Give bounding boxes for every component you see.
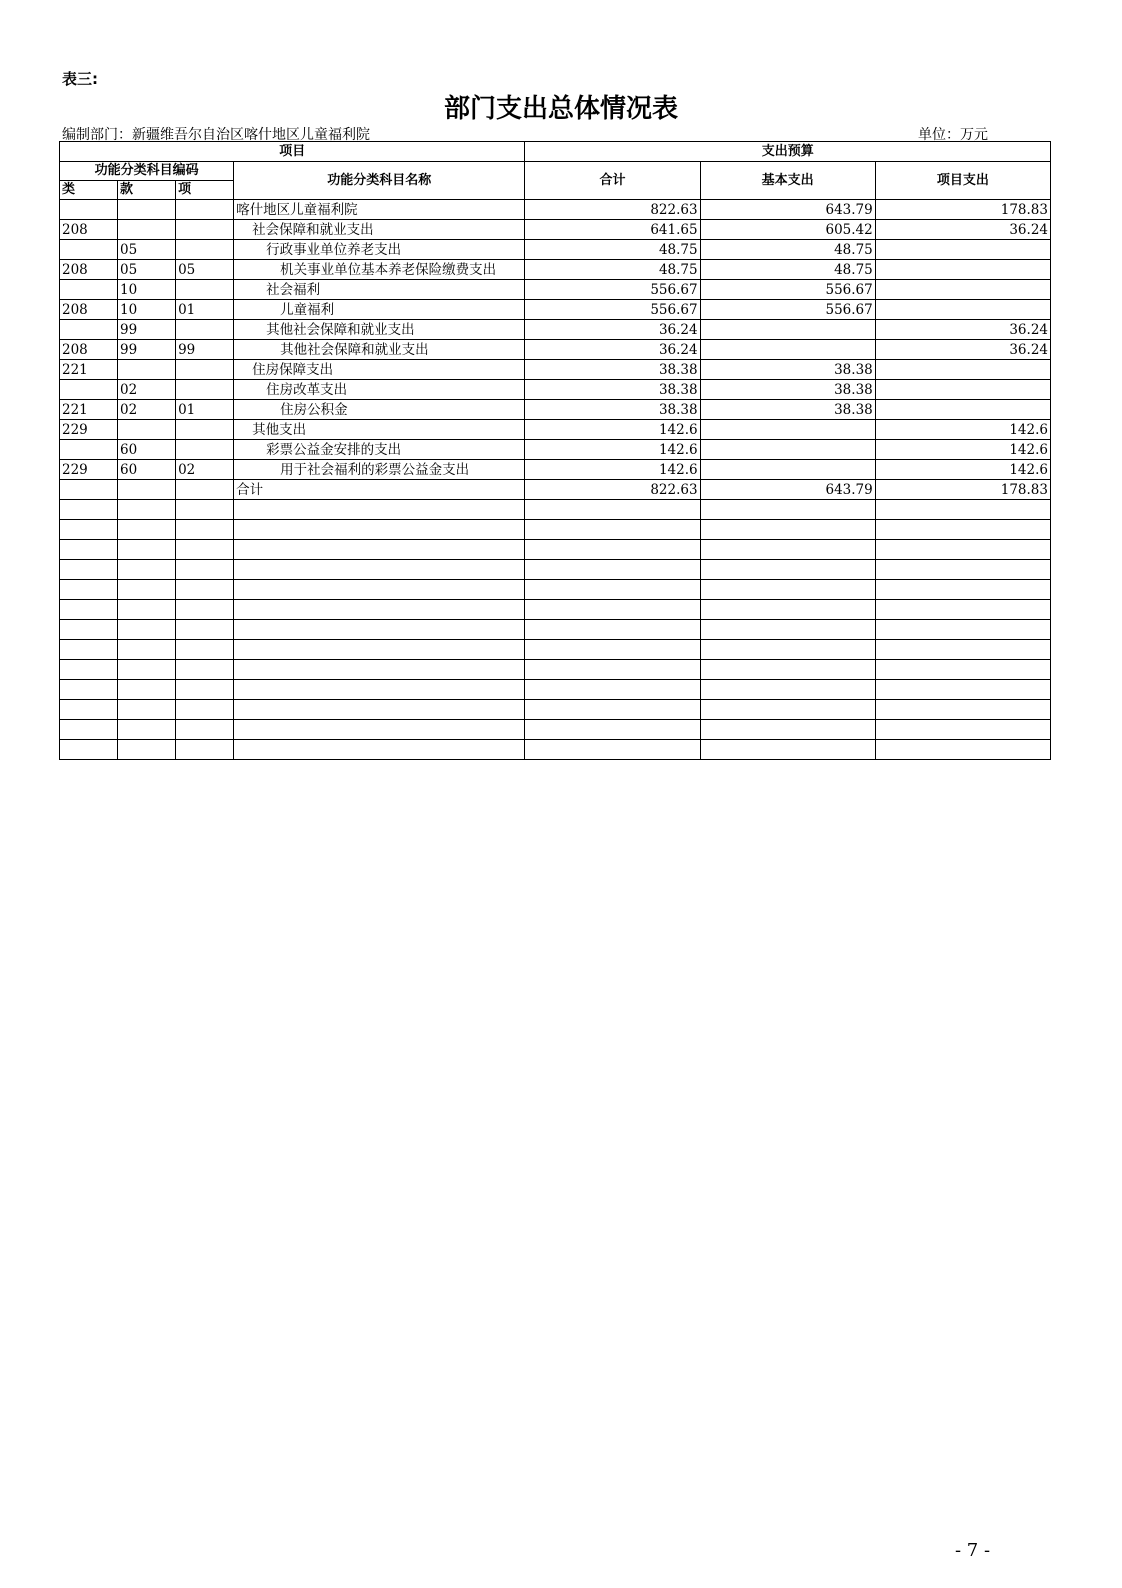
table-row (60, 320, 1051, 340)
unit-label: 单位：万元 (918, 127, 988, 143)
empty-cell (118, 720, 176, 740)
cell-kuan (118, 360, 176, 380)
cell-lei: 229 (60, 420, 118, 440)
expenditure-table (59, 141, 1051, 760)
cell-proj (875, 380, 1050, 400)
empty-cell (234, 520, 525, 540)
cell-proj (875, 280, 1050, 300)
empty-row (60, 520, 1051, 540)
empty-cell (60, 580, 118, 600)
empty-cell (700, 700, 875, 720)
department-label: 编制部门：新疆维吾尔自治区喀什地区儿童福利院 (62, 127, 370, 143)
table-row (60, 480, 1051, 500)
cell-total: 822.63 (525, 200, 700, 220)
empty-cell (875, 560, 1050, 580)
cell-basic (700, 320, 875, 340)
cell-xiang (176, 440, 234, 460)
cell-proj: 36.24 (875, 320, 1050, 340)
cell-kuan: 10 (118, 280, 176, 300)
header-proj: 项目支出 (875, 162, 1050, 200)
empty-cell (700, 500, 875, 520)
cell-basic: 643.79 (700, 480, 875, 500)
empty-row (60, 660, 1051, 680)
table-row (60, 240, 1051, 260)
empty-cell (234, 620, 525, 640)
header-code-group: 功能分类科目编码 (60, 162, 234, 181)
cell-proj: 36.24 (875, 220, 1050, 240)
empty-cell (700, 740, 875, 760)
cell-xiang (176, 280, 234, 300)
empty-row (60, 540, 1051, 560)
empty-cell (525, 520, 700, 540)
empty-cell (176, 600, 234, 620)
empty-cell (234, 680, 525, 700)
cell-total: 641.65 (525, 220, 700, 240)
table-row (60, 420, 1051, 440)
empty-cell (60, 600, 118, 620)
empty-cell (700, 640, 875, 660)
cell-name: 彩票公益金安排的支出 (234, 440, 525, 460)
empty-cell (234, 600, 525, 620)
cell-name: 喀什地区儿童福利院 (234, 200, 525, 220)
empty-cell (234, 660, 525, 680)
cell-kuan: 60 (118, 440, 176, 460)
cell-lei: 229 (60, 460, 118, 480)
empty-cell (234, 700, 525, 720)
empty-cell (700, 680, 875, 700)
empty-cell (700, 720, 875, 740)
cell-kuan (118, 220, 176, 240)
cell-kuan: 60 (118, 460, 176, 480)
page-number: - 7 - (955, 1540, 991, 1561)
empty-cell (234, 640, 525, 660)
cell-xiang: 02 (176, 460, 234, 480)
empty-cell (875, 540, 1050, 560)
empty-cell (118, 620, 176, 640)
empty-cell (525, 700, 700, 720)
cell-basic: 48.75 (700, 240, 875, 260)
cell-proj (875, 260, 1050, 280)
cell-name: 社会保障和就业支出 (234, 220, 525, 240)
empty-cell (875, 620, 1050, 640)
cell-kuan (118, 420, 176, 440)
cell-lei: 208 (60, 220, 118, 240)
cell-total: 142.6 (525, 440, 700, 460)
cell-kuan (118, 480, 176, 500)
cell-kuan: 99 (118, 340, 176, 360)
empty-cell (118, 500, 176, 520)
empty-cell (700, 660, 875, 680)
cell-name: 住房保障支出 (234, 360, 525, 380)
header-xiang: 项 (176, 181, 234, 200)
table-row (60, 380, 1051, 400)
header-budget: 支出预算 (525, 142, 1051, 162)
empty-row (60, 500, 1051, 520)
empty-cell (176, 740, 234, 760)
cell-xiang: 01 (176, 400, 234, 420)
empty-row (60, 600, 1051, 620)
table-row (60, 340, 1051, 360)
cell-name: 住房改革支出 (234, 380, 525, 400)
cell-lei (60, 280, 118, 300)
cell-basic: 38.38 (700, 380, 875, 400)
empty-cell (525, 560, 700, 580)
empty-cell (875, 680, 1050, 700)
empty-cell (525, 660, 700, 680)
empty-cell (118, 660, 176, 680)
cell-lei: 221 (60, 360, 118, 380)
empty-cell (176, 720, 234, 740)
empty-cell (875, 660, 1050, 680)
cell-basic (700, 420, 875, 440)
empty-cell (875, 520, 1050, 540)
cell-total: 142.6 (525, 420, 700, 440)
empty-row (60, 580, 1051, 600)
empty-cell (118, 540, 176, 560)
empty-cell (525, 680, 700, 700)
empty-cell (700, 520, 875, 540)
cell-xiang (176, 480, 234, 500)
empty-cell (118, 740, 176, 760)
cell-basic: 605.42 (700, 220, 875, 240)
empty-cell (60, 720, 118, 740)
cell-xiang (176, 360, 234, 380)
empty-cell (525, 720, 700, 740)
empty-cell (118, 520, 176, 540)
cell-name: 用于社会福利的彩票公益金支出 (234, 460, 525, 480)
empty-cell (525, 620, 700, 640)
empty-cell (875, 700, 1050, 720)
header-basic: 基本支出 (700, 162, 875, 200)
cell-xiang: 99 (176, 340, 234, 360)
empty-row (60, 560, 1051, 580)
cell-basic: 48.75 (700, 260, 875, 280)
cell-proj: 142.6 (875, 460, 1050, 480)
empty-cell (176, 680, 234, 700)
cell-kuan: 10 (118, 300, 176, 320)
empty-cell (176, 580, 234, 600)
header-lei: 类 (60, 181, 118, 200)
empty-cell (234, 580, 525, 600)
empty-cell (875, 580, 1050, 600)
cell-proj: 178.83 (875, 480, 1050, 500)
empty-cell (60, 700, 118, 720)
cell-xiang (176, 420, 234, 440)
cell-name: 机关事业单位基本养老保险缴费支出 (234, 260, 525, 280)
header-name: 功能分类科目名称 (234, 162, 525, 200)
empty-cell (700, 560, 875, 580)
empty-cell (525, 600, 700, 620)
cell-lei (60, 240, 118, 260)
table-row (60, 280, 1051, 300)
cell-total: 822.63 (525, 480, 700, 500)
header-row-1 (60, 142, 1051, 162)
empty-cell (700, 620, 875, 640)
empty-cell (118, 640, 176, 660)
empty-row (60, 740, 1051, 760)
empty-cell (60, 500, 118, 520)
empty-cell (875, 600, 1050, 620)
empty-cell (525, 740, 700, 760)
table-row (60, 220, 1051, 240)
empty-cell (875, 720, 1050, 740)
header-kuan: 款 (118, 181, 176, 200)
empty-cell (118, 700, 176, 720)
empty-cell (525, 640, 700, 660)
table-row (60, 400, 1051, 420)
empty-cell (875, 640, 1050, 660)
cell-name: 住房公积金 (234, 400, 525, 420)
empty-cell (118, 680, 176, 700)
table-row (60, 360, 1051, 380)
cell-lei: 208 (60, 340, 118, 360)
cell-lei (60, 200, 118, 220)
cell-lei: 208 (60, 260, 118, 280)
empty-cell (60, 640, 118, 660)
cell-lei (60, 480, 118, 500)
empty-cell (60, 680, 118, 700)
empty-cell (234, 740, 525, 760)
empty-cell (60, 560, 118, 580)
cell-lei: 208 (60, 300, 118, 320)
empty-cell (176, 660, 234, 680)
cell-total: 48.75 (525, 240, 700, 260)
cell-xiang (176, 220, 234, 240)
cell-total: 48.75 (525, 260, 700, 280)
cell-name: 其他社会保障和就业支出 (234, 320, 525, 340)
empty-cell (700, 600, 875, 620)
cell-kuan: 05 (118, 260, 176, 280)
empty-row (60, 700, 1051, 720)
empty-row (60, 680, 1051, 700)
cell-name: 合计 (234, 480, 525, 500)
table-row (60, 440, 1051, 460)
empty-cell (60, 620, 118, 640)
cell-basic (700, 460, 875, 480)
empty-cell (875, 500, 1050, 520)
empty-cell (176, 560, 234, 580)
empty-cell (875, 740, 1050, 760)
empty-cell (118, 600, 176, 620)
empty-cell (525, 540, 700, 560)
empty-row (60, 640, 1051, 660)
cell-basic (700, 340, 875, 360)
cell-kuan: 02 (118, 400, 176, 420)
table-row (60, 200, 1051, 220)
table-row (60, 460, 1051, 480)
empty-cell (176, 520, 234, 540)
cell-name: 其他社会保障和就业支出 (234, 340, 525, 360)
cell-xiang (176, 240, 234, 260)
cell-basic: 38.38 (700, 400, 875, 420)
cell-proj: 36.24 (875, 340, 1050, 360)
cell-total: 38.38 (525, 360, 700, 380)
empty-cell (700, 580, 875, 600)
cell-xiang (176, 380, 234, 400)
cell-kuan: 99 (118, 320, 176, 340)
cell-total: 142.6 (525, 460, 700, 480)
cell-proj (875, 360, 1050, 380)
cell-lei (60, 440, 118, 460)
cell-basic: 556.67 (700, 280, 875, 300)
empty-cell (60, 520, 118, 540)
empty-cell (60, 540, 118, 560)
cell-xiang: 01 (176, 300, 234, 320)
cell-basic: 643.79 (700, 200, 875, 220)
empty-cell (234, 560, 525, 580)
cell-lei (60, 320, 118, 340)
cell-proj: 142.6 (875, 440, 1050, 460)
cell-kuan: 05 (118, 240, 176, 260)
cell-total: 38.38 (525, 380, 700, 400)
cell-name: 其他支出 (234, 420, 525, 440)
cell-kuan (118, 200, 176, 220)
cell-proj: 178.83 (875, 200, 1050, 220)
cell-total: 36.24 (525, 320, 700, 340)
table-row (60, 260, 1051, 280)
cell-proj (875, 240, 1050, 260)
header-project: 项目 (60, 142, 525, 162)
empty-cell (60, 740, 118, 760)
cell-total: 556.67 (525, 280, 700, 300)
cell-total: 38.38 (525, 400, 700, 420)
empty-cell (234, 540, 525, 560)
cell-proj: 142.6 (875, 420, 1050, 440)
cell-proj (875, 300, 1050, 320)
empty-cell (176, 640, 234, 660)
cell-name: 儿童福利 (234, 300, 525, 320)
page-title: 部门支出总体情况表 (443, 94, 678, 124)
empty-cell (234, 720, 525, 740)
empty-cell (176, 500, 234, 520)
empty-row (60, 720, 1051, 740)
cell-kuan: 02 (118, 380, 176, 400)
cell-proj (875, 400, 1050, 420)
cell-xiang (176, 320, 234, 340)
empty-cell (176, 700, 234, 720)
empty-cell (176, 620, 234, 640)
cell-name: 行政事业单位养老支出 (234, 240, 525, 260)
cell-total: 36.24 (525, 340, 700, 360)
cell-xiang (176, 200, 234, 220)
cell-basic (700, 440, 875, 460)
cell-basic: 38.38 (700, 360, 875, 380)
empty-cell (60, 660, 118, 680)
cell-total: 556.67 (525, 300, 700, 320)
empty-cell (525, 500, 700, 520)
empty-cell (700, 540, 875, 560)
empty-cell (118, 560, 176, 580)
cell-basic: 556.67 (700, 300, 875, 320)
cell-name: 社会福利 (234, 280, 525, 300)
empty-cell (234, 500, 525, 520)
empty-cell (525, 580, 700, 600)
cell-xiang: 05 (176, 260, 234, 280)
cell-lei: 221 (60, 400, 118, 420)
empty-cell (118, 580, 176, 600)
table-label: 表三: (62, 70, 98, 88)
empty-cell (176, 540, 234, 560)
header-total: 合计 (525, 162, 700, 200)
header-row-2 (60, 162, 1051, 181)
table-row (60, 300, 1051, 320)
cell-lei (60, 380, 118, 400)
empty-row (60, 620, 1051, 640)
